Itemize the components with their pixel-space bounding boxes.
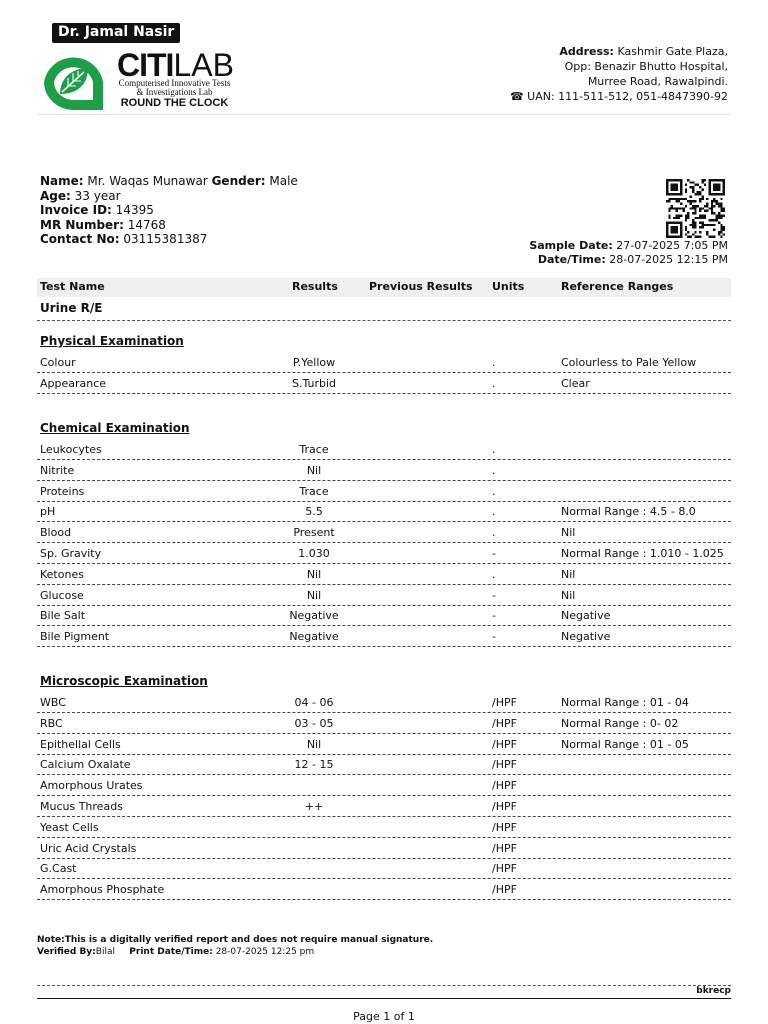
reference-range-cell: Nil [561, 567, 576, 581]
unit-cell: - [492, 588, 496, 602]
result-cell: 12 - 15 [294, 758, 334, 772]
unit-cell: - [492, 547, 496, 560]
table-row [37, 817, 731, 838]
contact-label: Contact No: [40, 232, 120, 247]
unit-cell: /HPF [492, 696, 517, 709]
col-reference-ranges: Reference Ranges [561, 280, 674, 293]
test-name-cell: Mucus Threads [40, 800, 123, 813]
reference-range-cell: Colourless to Pale Yellow [561, 356, 697, 369]
unit-cell: . [492, 356, 496, 369]
address-line-3: Murree Road, Rawalpindi. [587, 75, 728, 88]
result-cell: Negative [289, 609, 339, 623]
reference-range-cell: Normal Range : 01 - 04 [561, 696, 689, 709]
section-heading: Chemical Examination [40, 421, 190, 435]
report-datetime-label: Date/Time: [537, 253, 606, 266]
test-name-cell: Uric Acid Crystals [40, 841, 137, 855]
test-name-cell: Leukocytes [40, 443, 102, 456]
citilab-wordmark [117, 48, 234, 82]
col-units: Units [492, 280, 525, 293]
reference-range-cell: Normal Range : 01 - 05 [561, 737, 689, 751]
table-row [37, 626, 731, 647]
test-name-cell: Blood [40, 526, 72, 540]
result-cell: 5.5 [305, 505, 323, 519]
unit-cell: /HPF [492, 883, 517, 897]
result-cell: P.Yellow [292, 356, 336, 369]
doctor-name-badge: Dr. Jamal Nasir [52, 23, 180, 43]
table-row [37, 754, 731, 775]
unit-cell: /HPF [492, 716, 517, 730]
tagline-line-2: & Investigations Lab [136, 87, 213, 97]
table-row [37, 734, 731, 755]
header-divider [38, 114, 730, 115]
patient-name: Mr. Waqas Munawar [87, 174, 208, 188]
row-divider [37, 393, 731, 394]
uan-phone: ☎ UAN: 111-511-512, 051-4847390-92 [509, 90, 728, 103]
col-test-name: Test Name [40, 280, 105, 293]
test-name-cell: Yeast Cells [40, 820, 99, 834]
table-row [37, 352, 731, 373]
section-heading: Microscopic Examination [40, 674, 208, 688]
leaf-logo-icon [40, 48, 107, 111]
result-cell: Nil [306, 463, 322, 477]
test-name-cell: Proteins [40, 484, 85, 498]
report-dates [529, 239, 728, 267]
table-row [37, 373, 731, 394]
test-name-cell: Nitrite [40, 463, 75, 477]
test-title: Urine R/E [40, 301, 103, 315]
patient-info [40, 174, 298, 247]
result-cell: ++ [304, 800, 324, 813]
qr-code-icon [665, 179, 726, 238]
unit-cell: - [492, 609, 496, 623]
gender-label: Gender: [211, 174, 266, 188]
table-row [37, 564, 731, 585]
unit-cell: /HPF [492, 862, 517, 876]
unit-cell: . [492, 567, 496, 581]
test-name-cell: Ketones [40, 567, 84, 581]
unit-cell: . [492, 443, 496, 456]
table-row [37, 543, 731, 564]
contact-number: 03115381387 [123, 232, 208, 247]
table-row [37, 585, 731, 606]
tagline-line-1: Computerised Innovative Tests [118, 78, 231, 88]
reference-range-cell: Clear [561, 376, 590, 390]
footer-divider-solid [37, 998, 731, 999]
table-row [37, 481, 731, 502]
unit-cell: /HPF [492, 758, 517, 772]
unit-cell: . [492, 484, 496, 498]
sample-date: 27-07-2025 7:05 PM [616, 239, 728, 252]
table-row [37, 439, 731, 460]
unit-cell: - [492, 630, 496, 644]
table-row [37, 796, 731, 817]
unit-cell: /HPF [492, 800, 517, 813]
footer-note [37, 934, 433, 958]
sample-date-label: Sample Date: [529, 239, 613, 252]
verified-by: Bilal [95, 947, 115, 957]
reference-range-cell: Normal Range : 0- 02 [561, 716, 679, 730]
footer-code: bkrecp [696, 986, 731, 996]
table-row [37, 858, 731, 879]
mr-label: MR Number: [40, 217, 124, 232]
report-datetime: 28-07-2025 12:15 PM [609, 253, 728, 266]
test-name-cell: Bile Pigment [40, 630, 110, 644]
test-name-cell: G.Cast [40, 862, 77, 876]
unit-cell: . [492, 463, 496, 477]
row-divider [37, 899, 731, 900]
test-name-cell: Sp. Gravity [40, 547, 102, 560]
address-label: Address: [559, 45, 614, 58]
footer-divider-dashed [37, 985, 731, 986]
patient-gender: Male [269, 174, 298, 188]
unit-cell: /HPF [492, 737, 517, 751]
table-row [37, 460, 731, 481]
result-cell: Trace [299, 484, 329, 498]
test-name-cell: Calcium Oxalate [40, 758, 131, 772]
test-name-cell: RBC [40, 716, 63, 730]
print-datetime: 28-07-2025 12:25 pm [215, 947, 315, 957]
verification-note: Note:This is a digitally verified report and does not require manual signature. [37, 935, 434, 945]
table-row [37, 522, 731, 543]
reference-range-cell: Normal Range : 4.5 - 8.0 [561, 505, 696, 519]
result-cell: 04 - 06 [294, 696, 334, 709]
patient-age: 33 year [74, 188, 121, 203]
test-name-cell: WBC [40, 696, 66, 709]
logo-slogan: ROUND THE CLOCK [120, 97, 229, 109]
unit-cell: . [492, 526, 496, 540]
address-line-2: Opp: Benazir Bhutto Hospital, [564, 60, 728, 73]
page-number: Page 1 of 1 [353, 1010, 415, 1023]
table-row [37, 879, 731, 900]
unit-cell: /HPF [492, 779, 517, 793]
table-row [37, 501, 731, 522]
result-cell: Nil [306, 567, 322, 581]
col-results: Results [292, 280, 338, 293]
print-datetime-label: Print Date/Time: [129, 947, 213, 957]
test-name-cell: Colour [40, 356, 76, 369]
section-heading: Physical Examination [40, 334, 184, 348]
verified-by-label: Verified By: [37, 947, 96, 957]
test-name-cell: Amorphous Phosphate [40, 883, 165, 897]
test-name-cell: pH [40, 505, 56, 519]
row-divider [37, 646, 731, 647]
result-cell: S.Turbid [291, 376, 337, 390]
table-row [37, 775, 731, 796]
test-name-cell: Bile Salt [40, 609, 86, 623]
age-label: Age: [40, 188, 71, 203]
result-cell: Present [293, 526, 335, 540]
table-row [37, 838, 731, 859]
reference-range-cell: Negative [561, 630, 611, 644]
unit-cell: . [492, 505, 496, 519]
test-name-cell: Glucose [40, 588, 84, 602]
result-cell: Trace [299, 443, 329, 456]
invoice-id: 14395 [115, 203, 154, 218]
logo-citi-text: CITI [117, 47, 174, 83]
result-cell: Nil [306, 737, 322, 751]
invoice-label: Invoice ID: [40, 203, 112, 218]
mr-number: 14768 [127, 217, 166, 232]
result-cell: 03 - 05 [294, 716, 334, 730]
reference-range-cell: Nil [561, 588, 576, 602]
test-name-cell: Amorphous Urates [40, 779, 143, 793]
table-row [37, 713, 731, 734]
reference-range-cell: Nil [561, 526, 576, 540]
reference-range-cell: Normal Range : 1.010 - 1.025 [561, 547, 724, 560]
table-row [37, 692, 731, 713]
test-name-cell: Epithellal Cells [40, 737, 121, 751]
result-cell: Nil [306, 588, 322, 602]
test-name-cell: Appearance [40, 376, 107, 390]
reference-range-cell: Negative [561, 609, 611, 623]
unit-cell: . [492, 376, 496, 390]
logo-lab-text: LAB [173, 47, 234, 83]
unit-cell: /HPF [492, 820, 517, 834]
result-cell: Negative [289, 630, 339, 644]
table-row [37, 605, 731, 626]
col-previous-results: Previous Results [369, 280, 473, 293]
name-label: Name: [40, 174, 84, 188]
address-line-1: Kashmir Gate Plaza, [617, 45, 728, 58]
result-cell: 1.030 [298, 547, 330, 560]
unit-cell: /HPF [492, 841, 517, 855]
logo-tagline [112, 79, 237, 97]
test-title-divider [37, 320, 731, 321]
lab-address [510, 44, 728, 104]
